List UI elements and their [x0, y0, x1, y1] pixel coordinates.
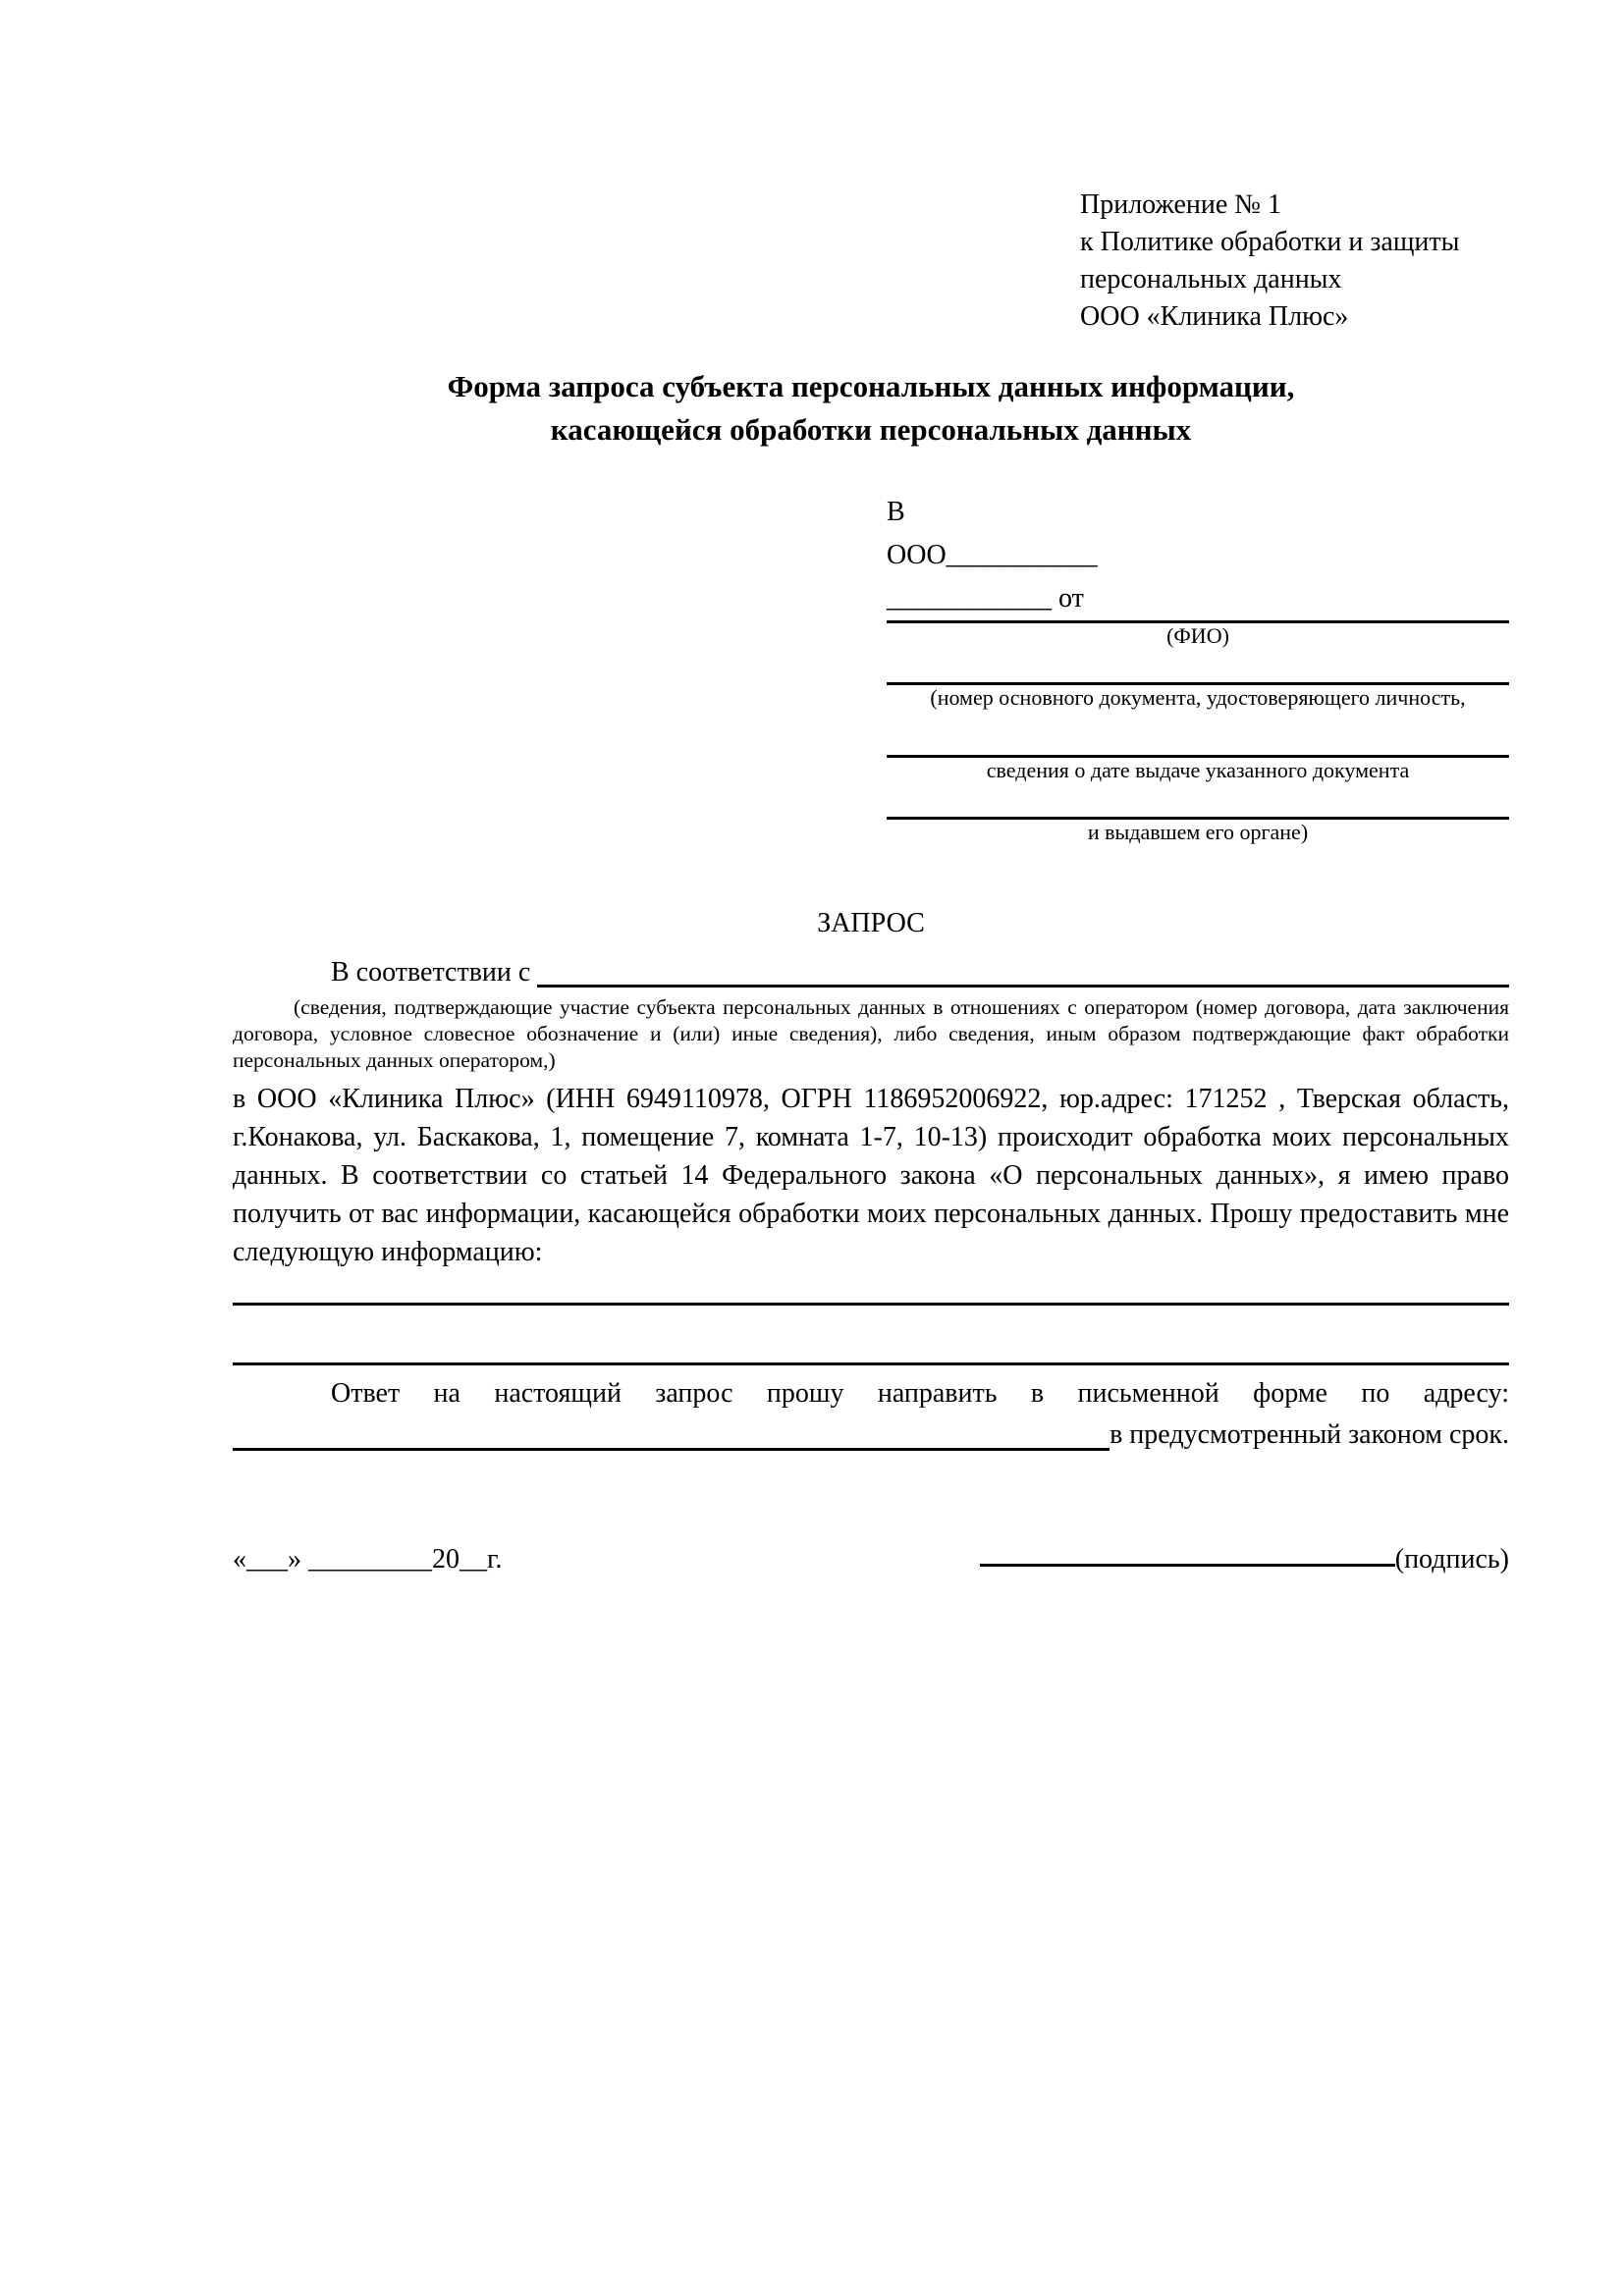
title-line-2: касающейся обработки персональных данных: [550, 412, 1192, 447]
date-blank-field: «___» _________20__г.: [233, 1544, 503, 1575]
request-body: в ООО «Клиника Плюс» (ИНН 6949110978, ОГРН 1186952006922, юр.адрес: 171252 , Тверская область, г.Конакова, ул. Баскакова, 1, помещение 7, комната 1-7, 10-13) происходит обработка моих персональных данных. В соответствии со статьей 14 Федерального закона «О персональных данных», я имею право получить от вас информации, касающейся обработки моих персональных данных. Прошу предоставить мне следующую информацию:: [233, 1084, 1509, 1267]
request-heading: ЗАПРОС: [817, 908, 925, 938]
intro-label: В соответствии с: [331, 957, 538, 988]
addressee-to: В: [887, 497, 905, 527]
signature-row: [233, 1532, 1509, 1575]
reply-address-blank-line: [233, 1415, 1110, 1451]
appendix-line-2: к Политике обработки и защиты: [1080, 227, 1460, 257]
signature-blank-line: [980, 1564, 1395, 1567]
answer-blank-line-2: [233, 1362, 1509, 1365]
fio-caption: (ФИО): [1166, 623, 1229, 648]
title-line-1: Форма запроса субъекта персональных данных информации,: [447, 369, 1295, 403]
answer-blank-line-1: [233, 1303, 1509, 1306]
addressee-block: [887, 491, 1509, 845]
signature-caption: (подпись): [1394, 1544, 1509, 1575]
intro-row: [233, 953, 1509, 992]
appendix-line-4: ООО «Клиника Плюс»: [1080, 301, 1349, 332]
issue-date-caption: сведения о дате выдаче указанного документа: [986, 758, 1410, 782]
reply-suffix: в предусмотренный законом срок.: [1110, 1419, 1509, 1450]
intro-blank-line: [537, 953, 1509, 988]
id-doc-caption: (номер основного документа, удостоверяющего личность,: [930, 685, 1466, 710]
issuing-authority-caption: и выдавшем его органе): [1087, 820, 1309, 844]
appendix-block: [1080, 187, 1509, 336]
reply-address-row: [233, 1415, 1509, 1456]
appendix-line-1: Приложение № 1: [1080, 189, 1281, 220]
appendix-line-3: персональных данных: [1080, 264, 1342, 294]
addressee-from-line: ____________ от: [887, 583, 1084, 614]
reply-paragraph: Ответ на настоящий запрос прошу направить в письменной форме по адресу:: [331, 1378, 1509, 1409]
addressee-ooo-line: ООО___________: [887, 540, 1098, 570]
request-note: (сведения, подтверждающие участие субъекта персональных данных в отношениях с оператором (номер договора, дата заключения договора, условное словесное обозначение и (или) иные сведения), либо сведения, иным образом подтверждающие факт обработки персональных данных оператором,): [233, 995, 1509, 1072]
signature-area: [980, 1544, 1509, 1575]
document-title: [233, 365, 1509, 452]
